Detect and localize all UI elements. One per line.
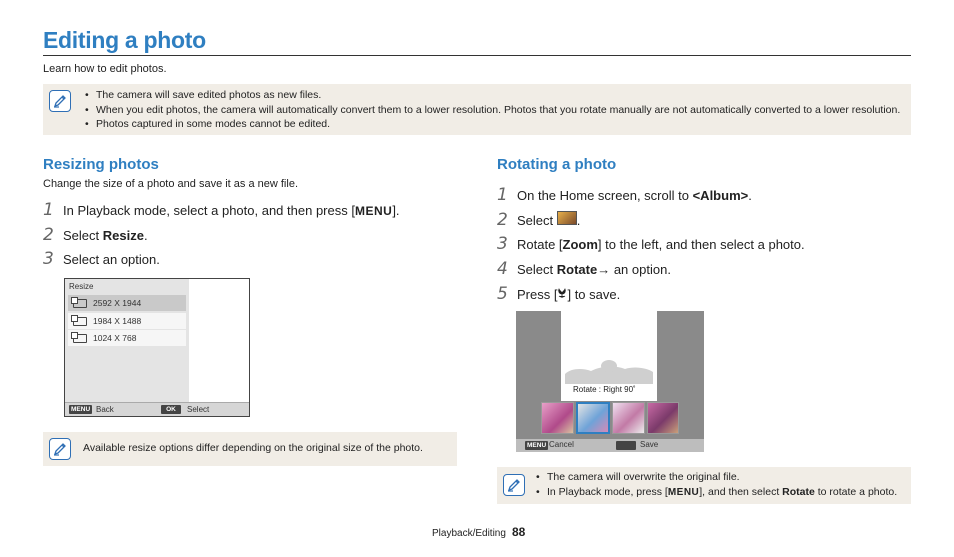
resize-step-1: 1 In Playback mode, select a photo, and then press [ MENU ].	[43, 200, 400, 220]
flower-key-icon	[616, 441, 636, 450]
note-item: • When you edit photos, the camera will automatically convert them to a lower resolution. Photos that you rotate manually are not automatically converted to a lower resolution.	[85, 103, 905, 118]
resize-icon	[73, 317, 87, 326]
resizing-title: Resizing photos	[43, 156, 159, 173]
note-pencil-icon	[503, 474, 525, 496]
select-label: Select	[187, 405, 210, 414]
menu-key-glyph: MENU	[667, 486, 700, 498]
rotate-status-label: Rotate : Right 90˚	[573, 385, 636, 394]
page-title: Editing a photo	[43, 27, 206, 53]
intro-text: Learn how to edit photos.	[43, 63, 167, 75]
rotating-title: Rotating a photo	[497, 156, 617, 173]
rotate-screen-bottom-bar	[516, 439, 704, 452]
ok-key: OK	[161, 405, 181, 414]
photo-thumbnail[interactable]	[647, 402, 680, 434]
resize-step-3: 3 Select an option.	[43, 249, 160, 269]
resize-step-2: 2 Select Resize .	[43, 225, 148, 245]
note-item: • The camera will overwrite the original file.	[536, 470, 906, 485]
album-icon	[557, 211, 577, 225]
save-label: Save	[640, 440, 659, 449]
person-silhouette-image	[561, 356, 657, 386]
note-pencil-icon	[49, 438, 71, 460]
back-label: Back	[96, 405, 114, 414]
resize-icon	[73, 334, 87, 343]
resizing-subtitle: Change the size of a photo and save it as a new file.	[43, 178, 298, 190]
rotate-screen-mockup	[516, 311, 704, 452]
resize-option-2[interactable]: 1984 X 1488	[68, 313, 186, 329]
menu-key: MENU	[527, 442, 547, 449]
top-note-list	[85, 88, 905, 132]
resize-option-3[interactable]: 1024 X 768	[68, 330, 186, 346]
rotate-note-list	[536, 470, 906, 500]
rotate-note-box	[497, 467, 911, 504]
resize-menu-header: Resize	[69, 282, 94, 291]
photo-thumbnail-selected[interactable]	[576, 402, 611, 434]
resize-screen-bottom-bar	[65, 402, 249, 416]
resize-icon	[73, 299, 87, 308]
photo-thumbnail[interactable]	[612, 402, 645, 434]
cancel-label: Cancel	[549, 440, 574, 449]
note-item: • In Playback mode, press [MENU], and then select Rotate to rotate a photo.	[536, 485, 906, 501]
macro-flower-icon	[557, 287, 567, 298]
photo-thumbnail[interactable]	[541, 402, 574, 434]
note-item: • The camera will save edited photos as new files.	[85, 88, 905, 103]
menu-key-glyph: MENU	[354, 204, 393, 218]
footer-section: Playback/Editing	[432, 528, 506, 539]
rotate-step-1: 1 On the Home screen, scroll to <Album> .	[497, 185, 752, 205]
top-note-box	[43, 84, 911, 135]
thumbnail-strip	[541, 402, 679, 434]
resize-note-text: Available resize options differ depending on the original size of the photo.	[83, 442, 423, 454]
rotate-step-3: 3 Rotate [ Zoom ] to the left, and then select a photo.	[497, 234, 805, 254]
note-item: • Photos captured in some modes cannot be edited.	[85, 117, 905, 132]
rotate-step-5: 5 Press [ ] to save.	[497, 284, 621, 304]
menu-key: MENU	[71, 406, 91, 413]
resize-option-1[interactable]: 2592 X 1944	[68, 295, 186, 311]
page-number: 88	[511, 525, 526, 539]
title-divider	[43, 55, 911, 56]
rotate-step-2: 2 Select .	[497, 210, 581, 230]
resize-screen-mockup	[64, 278, 250, 417]
note-pencil-icon	[49, 90, 71, 112]
rotate-step-4: 4 Select Rotate → an option.	[497, 259, 671, 279]
resize-note-box	[43, 432, 457, 466]
page-footer	[432, 525, 525, 539]
resize-menu-panel	[65, 279, 189, 402]
